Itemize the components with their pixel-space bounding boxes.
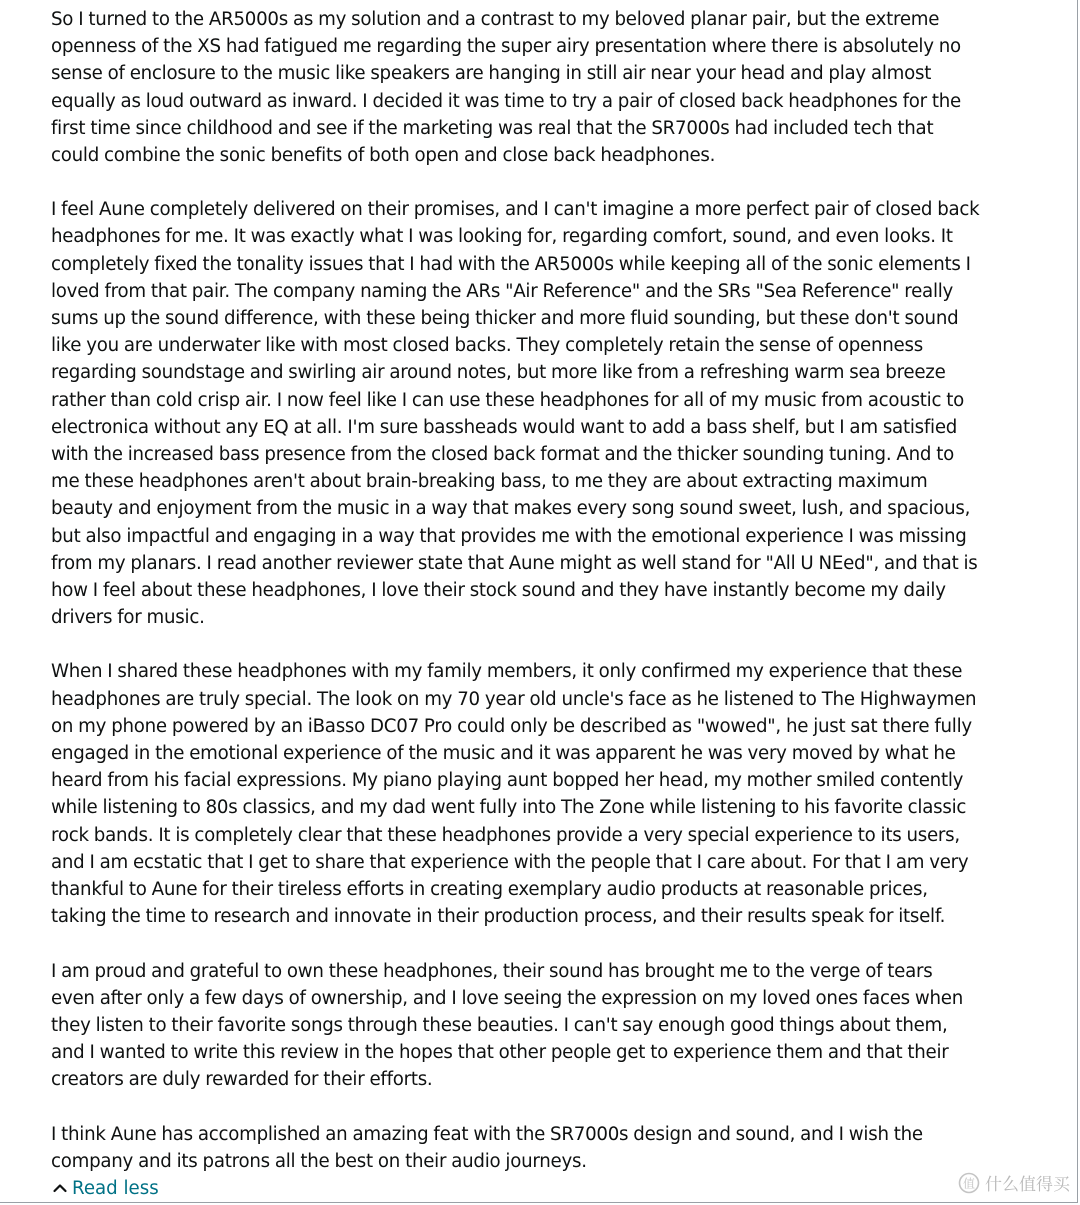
review-paragraph-1: So I turned to the AR5000s as my solution and a contrast to my beloved planar pair, but the extreme openness of the XS had fatigued me regarding the super airy presentation where there is absolutely no sense of enclosure to the music like speakers are hanging in still air near your head and play almost equally as loud outward as inward. I decided it was time to try a pair of closed back headphones for the first time since childhood and see if the marketing was real that the SR7000s had included tech that could combine the sonic benefits of both open and close back headphones. xyxy=(51,9,961,167)
read-less-label: Read less xyxy=(72,1177,159,1199)
watermark-text: 什么值得买 xyxy=(985,1175,1070,1195)
review-body xyxy=(51,6,981,1202)
svg-text:值: 值 xyxy=(962,1176,976,1190)
chevron-up-icon xyxy=(52,1180,68,1196)
review-paragraph-3: When I shared these headphones with my family members, it only confirmed my experience that these headphones are truly special. The look on my 70 year old uncle's face as he listened to The Highwaymen on my phone powered by an iBasso DC07 Pro could only be described as "wowed", he just sat there fully engaged in the emotional experience of the music and it was apparent he was very moved by what he heard from his facial expressions. My piano playing aunt bopped her head, my mother smiled contently while listening to 80s classics, and my dad went fully into The Zone while listening to his favorite classic rock bands. It is completely clear that these headphones provide a very special experience to its users, and I am ecstatic that I get to share that experience with the people that I care about. For that I am very thankful to Aune for their tireless efforts in creating exemplary audio products at reasonable prices, taking the time to research and innovate in their production process, and their results speak for itself. xyxy=(51,661,977,928)
review-paragraph-2: I feel Aune completely delivered on their promises, and I can't imagine a more perfect pair of closed back headphones for me. It was exactly what I was looking for, regarding comfort, sound, and even looks. It completely fixed the tonality issues that I had with the AR5000s while keeping all of the sonic elements I loved from that pair. The company naming the ARs "Air Reference" and the SRs "Sea Reference" really sums up the sound difference, with these being thicker and more fluid sounding, but these don't sound like you are underwater like with most closed backs. They completely retain the sense of openness regarding soundstage and swirling air around notes, but more like from a refreshing warm sea breeze rather than cold crisp air. I now feel like I can use these headphones for all of my music from acoustic to electronica without any EQ at all. I'm sure bassheads would want to add a bass shelf, but I am satisfied with the increased bass presence from the closed back format and the thicker sounding tuning. And to me these headphones aren't about brain-breaking bass, to me they are about extracting maximum beauty and enjoyment from the music in a way that makes every song sound sweet, lush, and spacious, but also impactful and engaging in a way that provides me with the emotional experience I was missing from my planars. I read another reviewer state that Aune might as well stand for "All U NEed", and that is how I feel about these headphones, I love their stock sound and they have instantly become my daily drivers for music. xyxy=(51,199,980,629)
review-paragraph-4: I am proud and grateful to own these headphones, their sound has brought me to the verge of tears even after only a few days of ownership, and I love seeing the expression on my loved ones faces when they listen to their favorite songs through these beauties. I can't say enough good things about them, and I wanted to write this review in the hopes that other people get to experience them and that their creators are duly rewarded for their efforts. xyxy=(51,960,964,1091)
review-paragraph-5: I think Aune has accomplished an amazing feat with the SR7000s design and sound, and I wish the company and its patrons all the best on their audio journeys. xyxy=(51,1123,923,1172)
watermark xyxy=(958,1170,1070,1195)
zhi-logo-icon xyxy=(958,1172,980,1194)
read-less-link[interactable] xyxy=(52,1175,159,1202)
